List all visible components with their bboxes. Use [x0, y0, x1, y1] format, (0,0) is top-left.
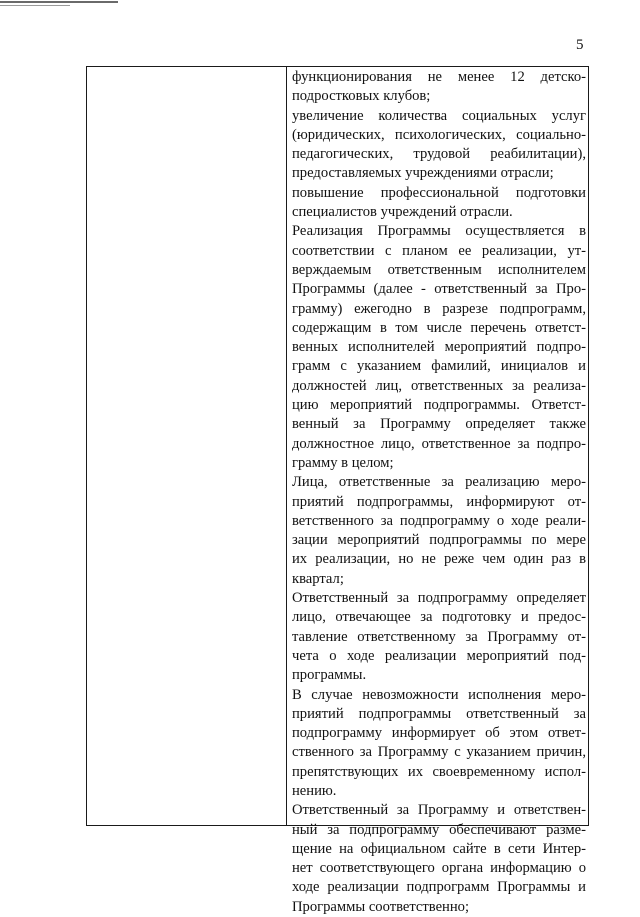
text-line: квартал; [292, 570, 344, 587]
text-line: Ответственный за подпрограмму определяет [292, 590, 586, 607]
table-right-cell [292, 68, 586, 917]
text-line: нению. [292, 782, 337, 799]
text-line: Реализация Программы осуществляется в [292, 223, 586, 240]
text-line: содержащим в том числе перечень ответст- [292, 319, 586, 336]
column-divider [286, 67, 287, 825]
text-line: нет соответствующего органа информацию о [292, 860, 586, 877]
text-line: (юридических, психологических, социально- [292, 126, 586, 143]
text-line: чета о ходе реализации мероприятий под- [292, 647, 586, 664]
text-line: программы. [292, 667, 367, 684]
document-table [86, 66, 589, 915]
text-line: Лица, ответственные за реализацию меро- [292, 474, 586, 491]
text-line: венный за Программу определяет также [292, 416, 586, 433]
text-line: Ответственный за Программу и ответствен- [292, 802, 586, 819]
text-line: должностное лицо, ответственное за подпро- [292, 435, 586, 452]
page-number: 5 [576, 37, 584, 53]
text-line: грамму в целом; [292, 454, 394, 471]
text-line: Программы соответственно; [292, 898, 470, 915]
text-line: их реализации, но не реже чем один раз в [292, 551, 586, 568]
text-line: зации мероприятий подпрограммы по мере [292, 532, 586, 549]
text-line: подпрограмму информирует об этом ответ- [292, 725, 586, 742]
text-line: педагогических, трудовой реабилитации), [292, 146, 586, 163]
text-line: увеличение количества социальных услуг [292, 107, 586, 124]
text-line: подростковых клубов; [292, 88, 431, 105]
text-line: В случае невозможности исполнения меро- [292, 686, 586, 703]
text-line: специалистов учреждений отрасли. [292, 204, 513, 221]
text-line: функционирования не менее 12 детско- [292, 69, 586, 85]
table-left-cell [87, 67, 286, 825]
text-line: приятий подпрограммы, информируют от- [292, 493, 586, 510]
text-line: ходе реализации подпрограмм Программы и [292, 879, 586, 896]
text-line: цию мероприятий подпрограммы. Ответст- [292, 397, 586, 414]
text-line: Программы (далее - ответственный за Про- [292, 281, 586, 298]
text-line: повышение профессиональной подготовки [292, 184, 586, 201]
text-line: приятий подпрограммы ответственный за [292, 705, 586, 722]
text-line: соответствии с планом ее реализации, ут- [292, 242, 586, 259]
text-line: грамму) ежегодно в разрезе подпрограмм, [292, 300, 586, 317]
header-rule [0, 1, 118, 3]
text-line: ный за подпрограмму обеспечивают разме- [292, 821, 586, 838]
text-line: грамм с указанием фамилий, инициалов и [292, 358, 586, 375]
text-line: щение на официальном сайте в сети Интер- [292, 840, 586, 857]
text-line: тавление ответственному за Программу от- [292, 628, 586, 645]
text-line: ветственного за подпрограмму о ходе реали- [292, 512, 586, 529]
text-line: лицо, отвечающее за подготовку и предос- [292, 609, 586, 626]
text-line: должностей лиц, ответственных за реализа- [292, 377, 586, 394]
text-line: верждаемым ответственным исполнителем [292, 261, 586, 278]
text-line: ственного за Программу с указанием причин, [292, 744, 586, 761]
header-rule-secondary [0, 5, 70, 6]
text-line: препятствующих их своевременному испол- [292, 763, 586, 780]
text-line: венных исполнителей мероприятий подпро- [292, 339, 586, 356]
text-line: предоставляемых учреждениями отрасли; [292, 165, 554, 182]
